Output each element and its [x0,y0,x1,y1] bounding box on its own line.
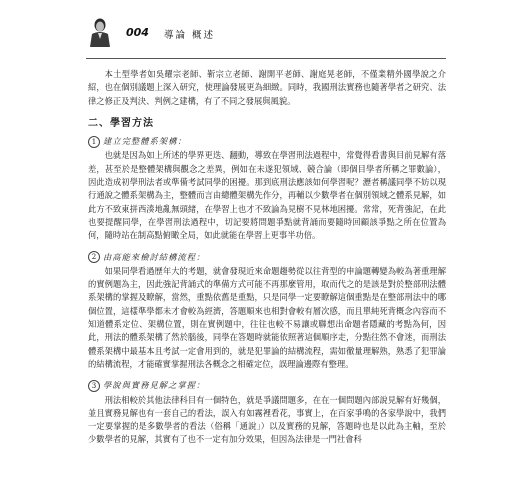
header-divider [86,58,446,59]
author-figure-icon [86,17,114,47]
circled-number-2: 2 [88,251,100,263]
subsection-title-1: 建立完整體系架構： [103,136,187,147]
page-body [88,68,446,447]
subsection-paragraph-2: 如果同學看過歷年大的考題，就會發現近來命題趨勢從以往背型的申論題轉變為較為著重理解的實例題為主，因此強記背誦式的準備方式可能不再那麼管用，取而代之的是該是對於整部刑法體系架構的掌握及瞭解，當然，重點依舊是重點，只是同學一定要瞭解這個重點是在整部刑法中的哪個位置，這樣準學都未才會較為經濟，答題順來也相對會較有層次感，而且單純死背概念內容而不知道體系定位、架構位置，則在實例題中，往往也較不易讓或聯想出命題者隱藏的考點為何，因此，刑法的體系架構了然於腦後，同學在答題時就能依照著這個順序走，分點往然不會迷，而刑法體系架構中最基本且考試一定會用到的，就是犯罪論的結構流程，需如徹量理解熟，熟悉了犯罪論的結構流程，才能確實掌握刑法各概念之相確定位，誤理論邊際有整理。 [88,265,446,369]
intro-paragraph: 本土型學者如吳耀宗老師、靳宗立老師、謝開平老師、謝庭晃老師，不僅業精外國學說之介紹，也在個別議題上深入研究，使理論發展更為細緻。同時，我國刑法實務也隨著學者之研究、法律之修正及判決、判例之建構，有了不同之發展與風貌。 [88,69,446,106]
section-title: 二、學習方法 [88,117,154,129]
subsection-paragraph-1: 也就是因為如上所述的學界更迭、翻動，導致在學習刑法過程中，常覺得看書與目前見解有落差，甚至於是整體架構與觀念之差異，例如在未遂犯領域、競合論（即個目學者所稱之罪數論），因此造成初學刑法者或準備考試同學的困擾。那到底刑法應該如何學習呢？瀝者稱議同學不妨以現行通說之體系架構為主，整體而言由總體架構先作分，再輔以少數學者在個別領域之體系見解，如此方不致東拼西湊地亂無頭緒，在學習上也才不致論為見樹不見林地困擾。常常，死背強記，在此也要提醒同學，在學習刑法過程中，切記要將問題爭點就背誦而要隨時回顧該爭點之所在位置為何，隨時站在制高點俯瞰全局，如此就能在學習上更事半功倍。 [88,150,446,241]
page-header [86,17,446,47]
circled-number-1: 1 [88,136,100,148]
chapter-title: 導論 概述 [164,30,216,41]
subsection-heading-2 [88,251,446,264]
subsection-heading-3 [88,379,446,392]
subsection-title-2: 由高能來檢討結構流程： [103,251,206,262]
page-number: 004 [126,26,149,39]
subsection-paragraph-3: 刑法相較於其他法律科目有一個特色，就是爭議問題多，在在一個問題內部說見解有好幾個，並且實務見解也有一套自己的看法，誤入有如霧裡看花，事實上，在百家爭鳴的各家學說中，我們一定要掌握的是多數學者的看法（俗稱「通說」）以及實務的見解，答題時也是以此為主軸，至於少數學者的見解，其實有了也不一定有加分效果，但因為法律是一門社會科 [88,394,446,445]
circled-number-3: 3 [88,380,100,392]
subsection-title-3: 學說與實務見解之掌握： [103,380,206,391]
subsection-heading-1 [88,135,446,148]
